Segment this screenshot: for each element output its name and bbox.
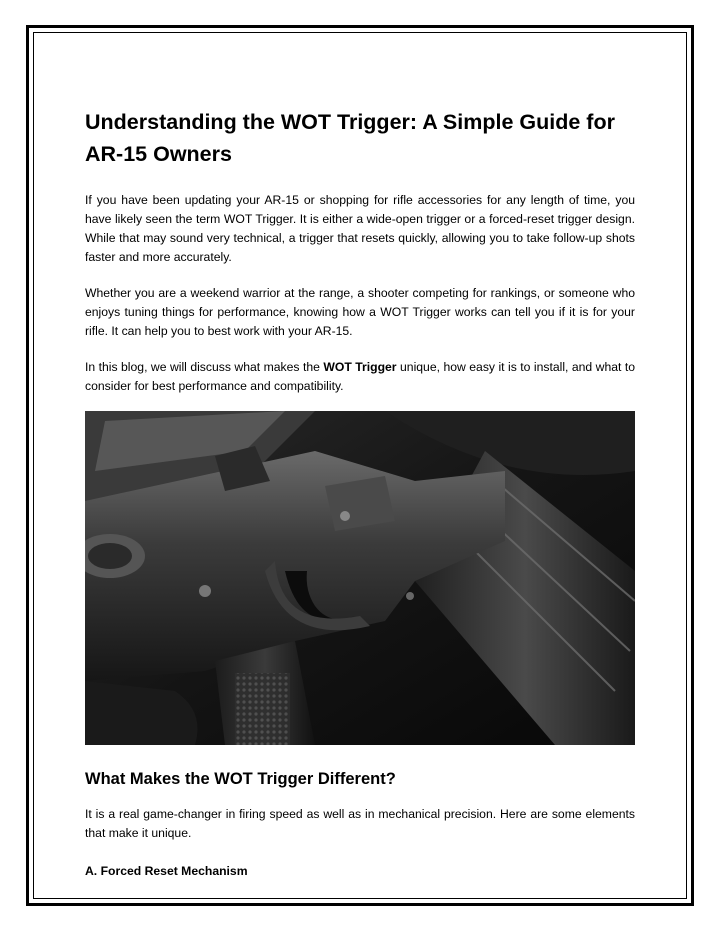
article-title: Understanding the WOT Trigger: A Simple Guide for AR-15 Owners <box>85 110 615 166</box>
paragraph-2: Whether you are a weekend warrior at the range, a shooter competing for rankings, or someone who enjoys tuning things for performance, knowing how a WOT Trigger works can tell you if it is for your rifle. It can help you to best work with your AR-15. <box>85 286 635 338</box>
paragraph-3-text-end: unique, how easy it is to install, and what to consider for best performance and compatibility. <box>85 360 636 393</box>
paragraph-3-text-start: In this blog, we will discuss what makes the <box>85 360 324 374</box>
section-paragraph: It is a real game-changer in firing speed as well as in mechanical precision. Here are some elements that make it unique. <box>85 807 635 840</box>
paragraph-1: If you have been updating your AR-15 or shopping for rifle accessories for any length of time, you have likely seen the term WOT Trigger. It is either a wide-open trigger or a forced-reset trigger design. While that may sound very technical, a trigger that resets quickly, allowing you to take follow-up shots faster and more accurately. <box>85 193 635 264</box>
ar15-rifle-photo <box>85 411 635 745</box>
paragraph-3 <box>85 358 635 396</box>
article-body <box>85 106 635 880</box>
section-heading: What Makes the WOT Trigger Different? <box>85 770 396 788</box>
subheading: A. Forced Reset Mechanism <box>85 864 248 878</box>
wot-trigger-bold-term: WOT Trigger <box>323 360 397 374</box>
